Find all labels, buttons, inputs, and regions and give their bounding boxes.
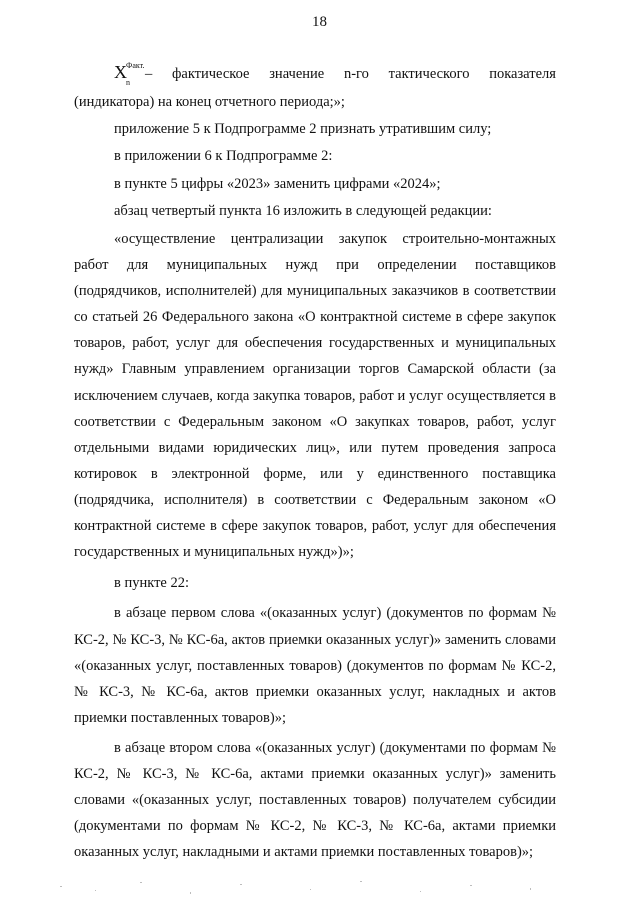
definition-word: значение: [269, 66, 325, 82]
formula-symbol: [114, 60, 145, 87]
definition-word: –: [145, 66, 153, 82]
formula-symbol-letter: X: [114, 62, 127, 82]
definition-word: показателя: [489, 66, 556, 82]
formula-definition-line: [74, 60, 556, 90]
definition-word: n-го: [343, 66, 369, 82]
paragraph: в пункте 5 цифры «2023» заменить цифрами «2024»;: [114, 175, 441, 192]
definition-word: тактического: [388, 66, 470, 82]
formula-definition-end: (индикатора) на конец отчетного периода;»;: [74, 94, 345, 110]
formula-definition-words: [145, 62, 556, 86]
paragraph: в абзаце первом слова «(оказанных услуг) (документов по формам № КС-2, № КС-3, № КС-6а, актов приемки оказанных услуг)» заменить словами «(оказанных услуг, поставленных товаров) (документов по формам № КС-2, № КС-3, № КС-6а, актов приемки оказанных услуг, накладных и актов приемки поставленных товаров)»;: [74, 605, 556, 726]
paragraph: в пункте 22:: [114, 575, 190, 592]
document-body: [74, 60, 556, 865]
paragraph: приложение 5 к Подпрограмме 2 признать утратившим силу;: [114, 121, 492, 138]
scan-noise-strip: [0, 872, 639, 902]
page-number: 18: [312, 14, 327, 30]
paragraph: абзац четвертый пункта 16 изложить в следующей редакции:: [114, 202, 492, 219]
definition-word: фактическое: [171, 66, 250, 82]
formula-superscript: Факт.: [126, 61, 145, 70]
paragraph: в приложении 6 к Подпрограмме 2:: [114, 148, 333, 165]
formula-subscript: n: [126, 78, 130, 87]
paragraph: в абзаце втором слова «(оказанных услуг) (документами по формам № КС-2, № КС-3, № КС-6а, актами приемки оказанных услуг)» заменить словами «(оказанных услуг, поставленных товаров) получателем субсидии (документами по формам № КС-2, № КС-3, № КС-6а, актами приемки оказанных услуг, накладными и актами приемки поставленных товаров)»;: [74, 739, 556, 861]
quoted-paragraph: «осуществление централизации закупок строительно-монтажных работ для муниципальных нужд при определении поставщиков (подрядчиков, исполнителей) для муниципальных заказчиков в соответствии со статьей 26 Федерального закона «О контрактной системе в сфере закупок товаров, работ, услуг для обеспечения государственных и муниципальных нужд» Главным управлением организации торгов Самарской области (за исключением случаев, когда закупка товаров, работ и услуг осуществляется в соответствии с Федеральным законом «О закупках товаров, работ, услуг отдельными видами юридических лиц», или путем проведения запроса котировок в электронной форме, или у единственного поставщика (подрядчика, исполнителя) в соответствии с Федеральным законом «О контрактной системе в сфере закупок товаров, работ, услуг для обеспечения государственных и муниципальных нужд»)»;: [74, 231, 556, 561]
